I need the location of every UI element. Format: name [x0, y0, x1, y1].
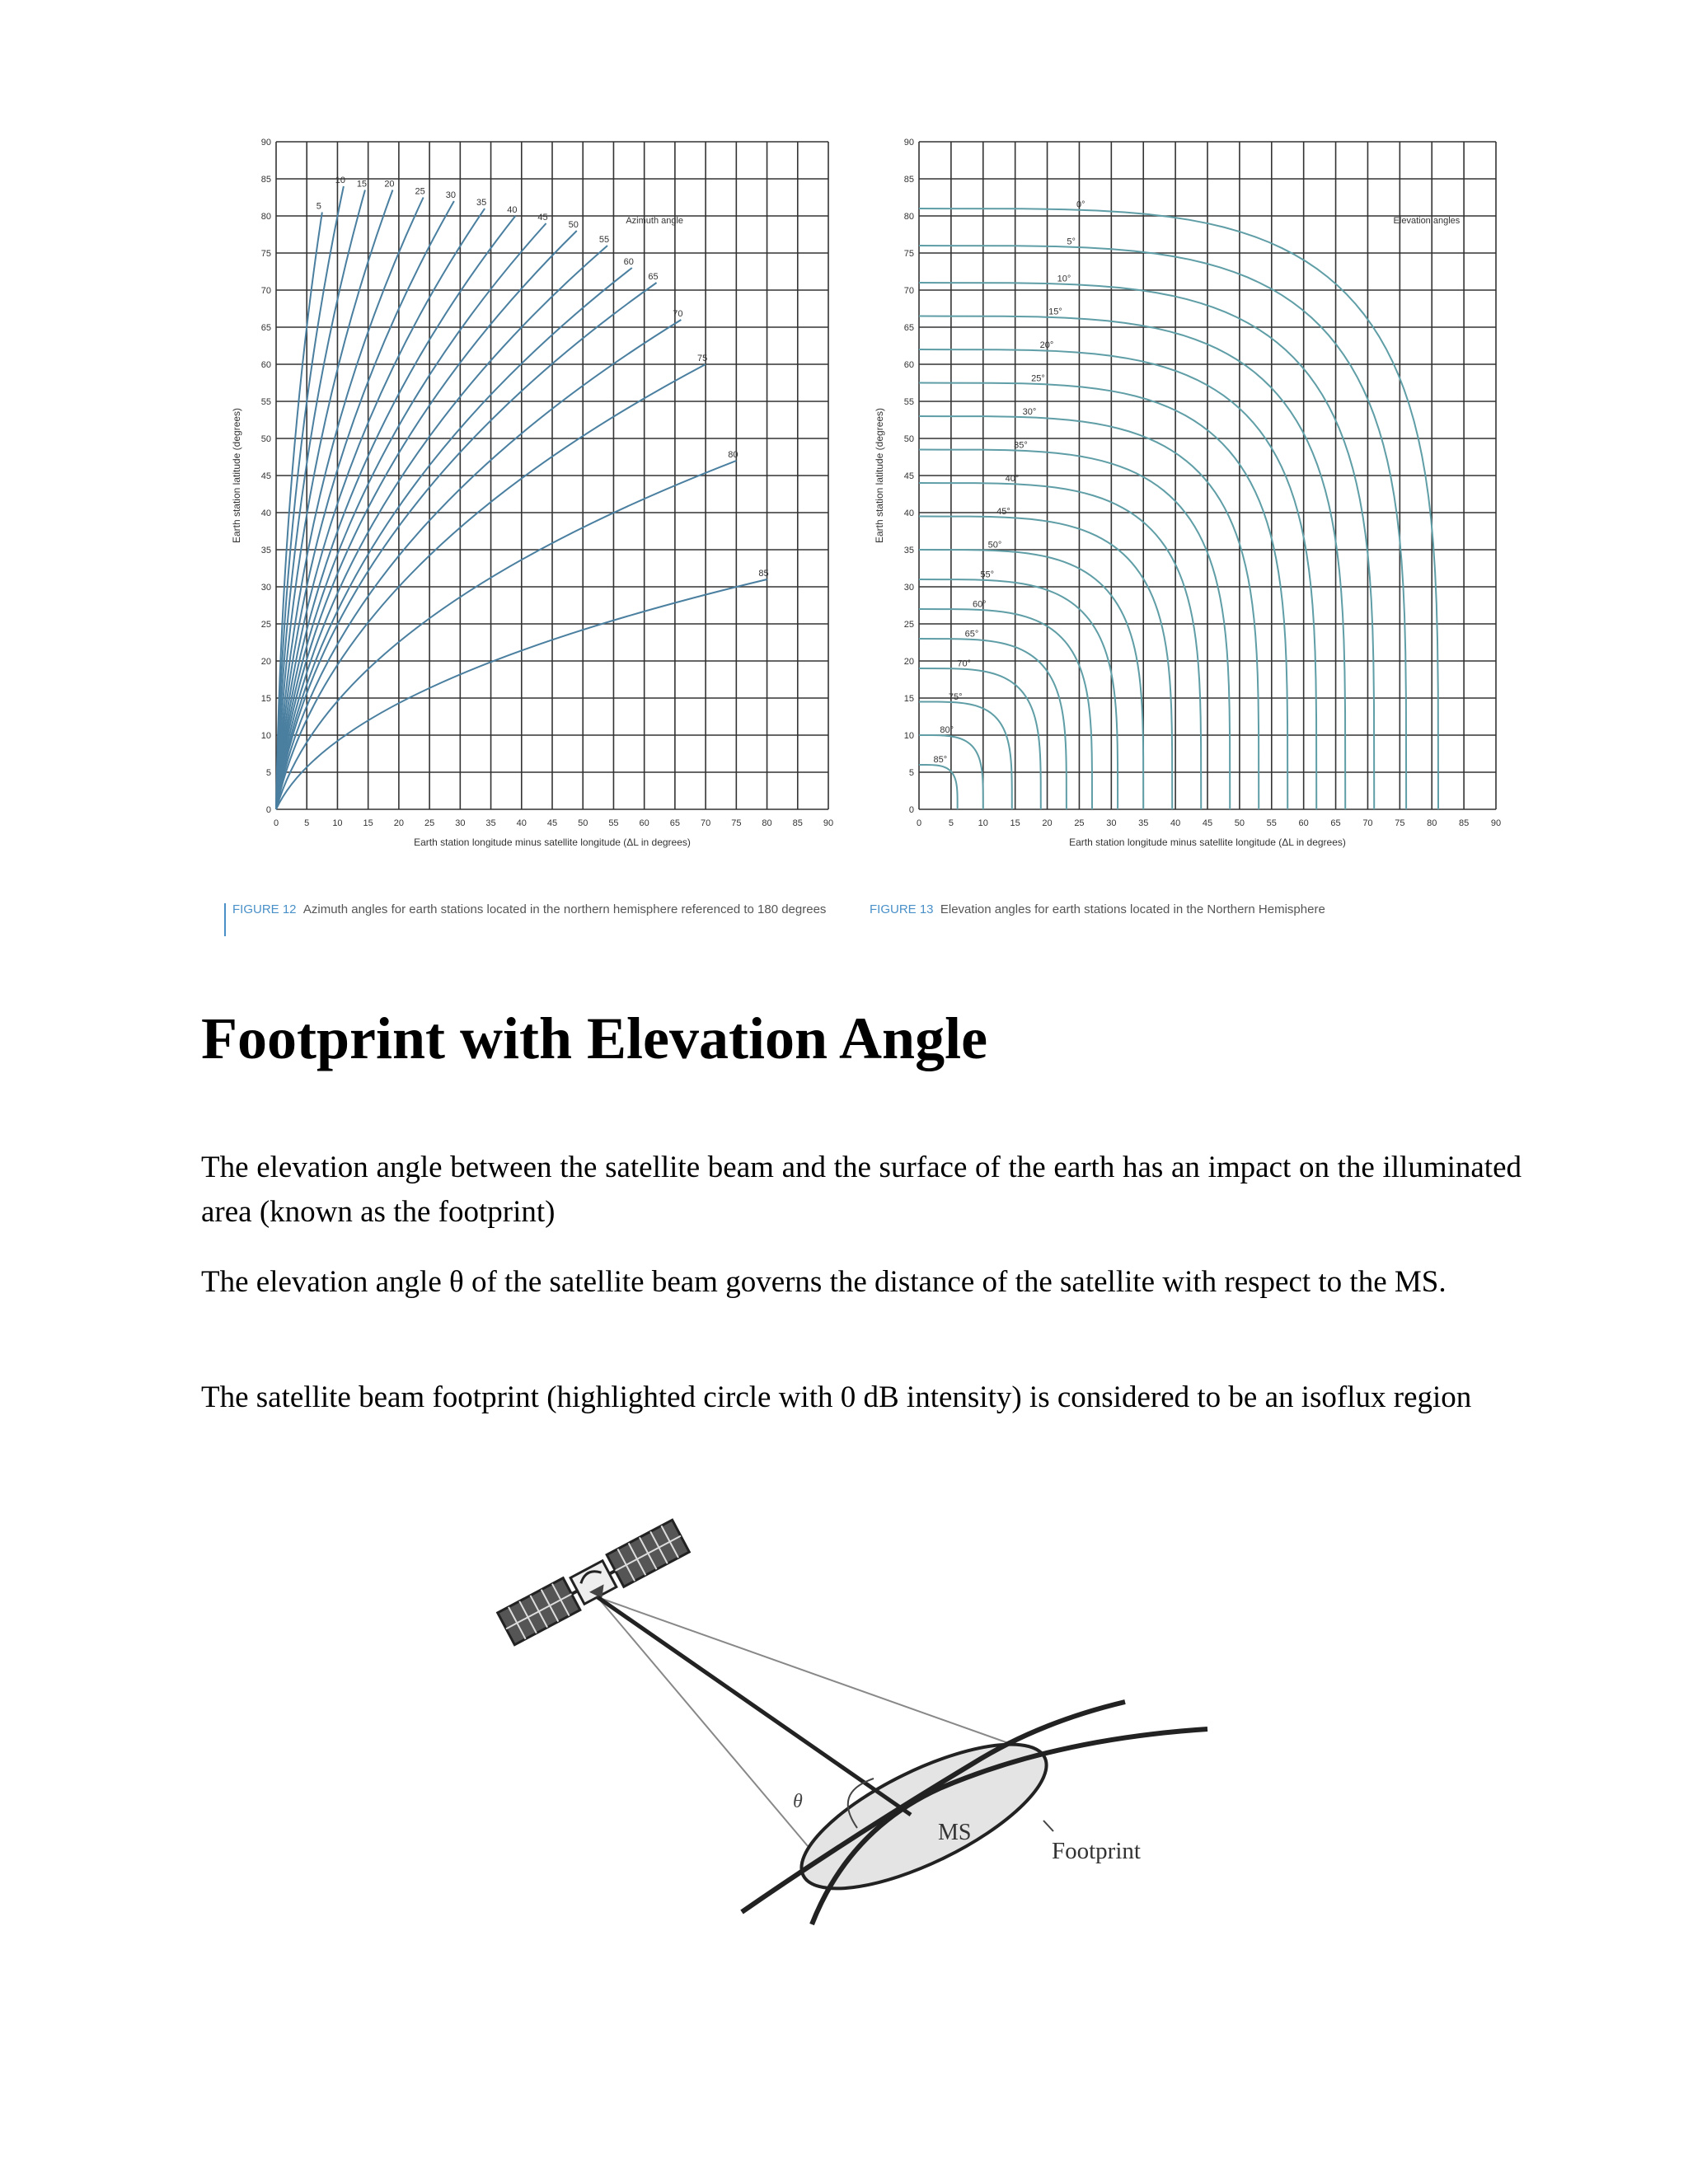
elevation-curve-label: 70°	[957, 658, 971, 669]
elevation-curve-label: 60°	[973, 599, 987, 610]
satellite-icon	[498, 1520, 690, 1645]
y-tick-label: 0	[265, 805, 271, 815]
elevation-curve-label: 75°	[948, 691, 963, 702]
x-tick-label: 75	[731, 818, 742, 828]
elevation-curve-label: 45°	[996, 507, 1010, 518]
y-tick-label: 10	[260, 731, 271, 741]
chart-annotation: Elevation angles	[1393, 216, 1461, 226]
x-tick-label: 80	[762, 818, 772, 828]
paragraph-3: The satellite beam footprint (highlighted circle with 0 dB intensity) is considered to be an isoflux region	[201, 1380, 1472, 1414]
x-tick-label: 45	[546, 818, 558, 828]
ms-label: MS	[938, 1820, 972, 1845]
elevation-curve-label: 10°	[1057, 274, 1071, 284]
x-tick-label: 0	[273, 818, 279, 828]
elevation-curve-label: 5°	[1067, 237, 1076, 247]
y-tick-label: 55	[903, 397, 914, 407]
y-tick-label: 50	[260, 434, 271, 444]
paragraph-2: The elevation angle θ of the satellite beam governs the distance of the satellite with respect to the MS.	[201, 1265, 1447, 1299]
azimuth-curve-label: 80	[728, 450, 738, 460]
figure-12-caption	[232, 902, 859, 918]
y-tick-label: 20	[903, 657, 914, 667]
azimuth-curve-label: 85	[758, 569, 769, 579]
azimuth-curve	[276, 283, 657, 809]
azimuth-curve-label: 20	[384, 179, 395, 190]
elevation-curve	[919, 668, 1041, 809]
page-title: Footprint with Elevation Angle	[201, 1005, 988, 1071]
x-tick-label: 25	[1074, 818, 1085, 828]
x-tick-label: 15	[363, 818, 373, 828]
y-tick-label: 90	[260, 138, 271, 148]
x-tick-label: 90	[1490, 818, 1502, 828]
y-tick-label: 85	[260, 175, 271, 185]
azimuth-curve-label: 25	[415, 186, 425, 197]
azimuth-curve-label: 40	[507, 205, 518, 215]
elevation-curve-label: 0°	[1076, 199, 1085, 210]
x-tick-label: 60	[1298, 818, 1309, 828]
elevation-curve-label: 50°	[987, 540, 1002, 551]
y-tick-label: 15	[260, 694, 271, 704]
y-tick-label: 35	[903, 546, 914, 555]
y-tick-label: 55	[260, 397, 271, 407]
y-tick-label: 60	[903, 360, 914, 370]
azimuth-curve-label: 45	[537, 213, 548, 223]
y-tick-label: 70	[903, 286, 914, 296]
x-tick-label: 50	[1234, 818, 1245, 828]
y-tick-label: 30	[260, 583, 271, 593]
x-axis-label: Earth station longitude minus satellite longitude (ΔL in degrees)	[1069, 837, 1346, 848]
y-tick-label: 80	[260, 212, 271, 222]
y-tick-label: 20	[260, 657, 271, 667]
y-tick-label: 60	[260, 360, 271, 370]
y-tick-label: 50	[903, 434, 914, 444]
azimuth-curve-label: 65	[648, 272, 659, 282]
azimuth-curve-label: 10	[335, 176, 346, 185]
y-tick-label: 35	[260, 546, 271, 555]
figure-12-text: Azimuth angles for earth stations located in the northern hemisphere referenced to 180 degrees	[302, 902, 827, 916]
y-tick-label: 0	[908, 805, 914, 815]
theta-label: θ	[793, 1791, 803, 1812]
x-tick-label: 85	[1458, 818, 1470, 828]
caption-bar	[224, 903, 226, 936]
x-tick-label: 85	[792, 818, 803, 828]
y-tick-label: 80	[903, 212, 914, 222]
x-tick-label: 80	[1427, 818, 1437, 828]
azimuth-curve	[276, 268, 632, 809]
y-tick-label: 45	[260, 471, 271, 481]
x-tick-label: 15	[1010, 818, 1020, 828]
x-tick-label: 30	[1106, 818, 1117, 828]
elevation-curve-label: 55°	[980, 569, 994, 580]
x-tick-label: 50	[578, 818, 588, 828]
elevation-curve-label: 35°	[1014, 440, 1028, 451]
x-tick-label: 70	[1362, 818, 1373, 828]
azimuth-curve	[276, 223, 546, 809]
y-tick-label: 70	[260, 286, 271, 296]
azimuth-curve-label: 60	[623, 257, 634, 267]
y-axis-label: Earth station latitude (degrees)	[874, 407, 885, 544]
elevation-curve	[919, 483, 1201, 809]
figure-12-label: FIGURE 12	[232, 902, 297, 916]
x-tick-label: 5	[948, 818, 954, 828]
azimuth-chart	[223, 132, 857, 874]
elevation-chart	[865, 132, 1517, 874]
x-tick-label: 25	[424, 818, 435, 828]
y-tick-label: 75	[903, 249, 914, 259]
x-tick-label: 60	[639, 818, 649, 828]
y-tick-label: 15	[903, 694, 914, 704]
y-tick-label: 5	[908, 768, 914, 778]
elevation-curve-label: 40°	[1005, 473, 1020, 484]
y-axis-label: Earth station latitude (degrees)	[231, 407, 242, 544]
x-tick-label: 20	[1042, 818, 1053, 828]
azimuth-curve-label: 70	[673, 309, 683, 319]
figure-13-label: FIGURE 13	[870, 902, 934, 916]
azimuth-curve-label: 55	[598, 235, 610, 245]
elevation-curve	[919, 550, 1143, 809]
azimuth-curve-label: 30	[445, 190, 457, 200]
elevation-curve-label: 25°	[1031, 373, 1045, 384]
x-tick-label: 35	[485, 818, 496, 828]
y-tick-label: 40	[260, 509, 271, 518]
x-tick-label: 65	[1330, 818, 1341, 828]
x-tick-label: 0	[916, 818, 922, 828]
x-tick-label: 20	[393, 818, 405, 828]
y-tick-label: 45	[903, 471, 914, 481]
azimuth-curve-label: 75	[696, 354, 708, 363]
x-tick-label: 55	[1266, 818, 1277, 828]
y-tick-label: 25	[903, 620, 914, 630]
x-tick-label: 10	[978, 818, 988, 828]
y-tick-label: 5	[265, 768, 271, 778]
elevation-curve	[919, 383, 1287, 810]
x-tick-label: 45	[1202, 818, 1213, 828]
y-tick-label: 25	[260, 620, 271, 630]
x-tick-label: 10	[332, 818, 343, 828]
figure-13-caption	[870, 902, 1529, 918]
y-tick-label: 90	[903, 138, 914, 148]
footprint-diagram	[462, 1516, 1236, 1945]
y-tick-label: 30	[903, 583, 914, 593]
footprint-label: Footprint	[1052, 1838, 1141, 1864]
paragraph-1: The elevation angle between the satellite beam and the surface of the earth has an impact on the illuminated area (known as the footprint)	[201, 1151, 1522, 1229]
elevation-curve-label: 20°	[1039, 340, 1054, 351]
x-tick-label: 65	[669, 818, 681, 828]
y-tick-label: 85	[903, 175, 914, 185]
x-axis-label: Earth station longitude minus satellite longitude (ΔL in degrees)	[414, 837, 691, 848]
x-tick-label: 90	[823, 818, 834, 828]
elevation-curve-label: 80°	[940, 725, 954, 736]
elevation-curve-label: 15°	[1048, 307, 1062, 317]
y-tick-label: 65	[260, 323, 271, 333]
elevation-curve-label: 30°	[1022, 406, 1037, 417]
azimuth-curve-label: 35	[476, 198, 487, 208]
x-tick-label: 40	[516, 818, 527, 828]
y-tick-label: 75	[260, 249, 271, 259]
figure-13-text: Elevation angles for earth stations located in the Northern Hemisphere	[940, 902, 1325, 916]
y-tick-label: 40	[903, 509, 914, 518]
x-tick-label: 75	[1395, 818, 1405, 828]
azimuth-curve-label: 15	[356, 179, 368, 190]
x-tick-label: 35	[1138, 818, 1149, 828]
azimuth-curve-label: 5	[316, 201, 321, 212]
x-tick-label: 5	[304, 818, 310, 828]
azimuth-curve-label: 50	[568, 220, 579, 230]
x-tick-label: 70	[700, 818, 711, 828]
y-tick-label: 10	[903, 731, 914, 741]
y-tick-label: 65	[903, 323, 914, 333]
elevation-curve-label: 65°	[964, 629, 979, 640]
x-tick-label: 55	[608, 818, 619, 828]
chart-annotation: Azimuth angle	[626, 216, 684, 226]
x-tick-label: 30	[455, 818, 466, 828]
elevation-curve-label: 85°	[933, 755, 948, 766]
elevation-curve	[919, 639, 1067, 809]
footprint-ellipse	[783, 1716, 1065, 1917]
x-tick-label: 40	[1170, 818, 1181, 828]
